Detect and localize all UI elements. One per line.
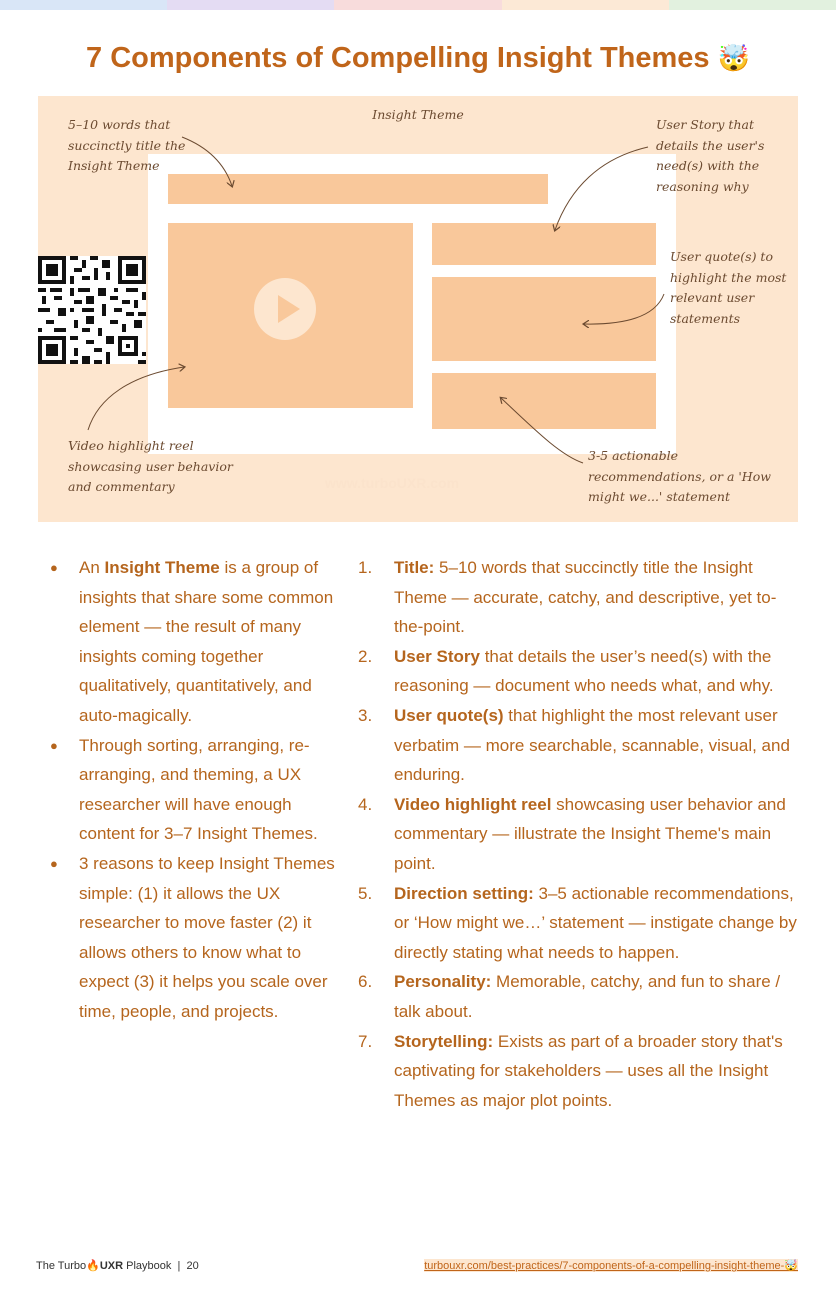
insight-theme-diagram [38, 96, 798, 522]
footer-separator: | [177, 1260, 181, 1272]
bullet-text: Through sorting, arranging, re-arranging, and theming, a UX researcher will have enough content for 3–7 Insight Themes. [79, 735, 318, 844]
component-item [358, 553, 798, 642]
footer-brand-text: Playbook [123, 1260, 172, 1272]
bullet-bold-text: Insight Theme [104, 558, 220, 577]
item-bold-label: Video highlight reel [394, 794, 552, 814]
item-bold-label: User quote(s) [394, 705, 504, 725]
item-text: 5–10 words that succinctly title the Insight Theme — accurate, catchy, and descriptive, yet to-the-point. [394, 558, 777, 637]
footer-link[interactable]: turbouxr.com/best-practices/7-components-of-a-compelling-insight-theme-🤯 [424, 1260, 798, 1272]
item-bold-label: Title: [394, 558, 435, 577]
item-number: 2. [358, 646, 373, 666]
play-icon [254, 278, 316, 340]
diagram-header-annotation: Insight Theme [372, 107, 464, 122]
item-number: 1. [358, 558, 373, 577]
component-item [358, 642, 798, 701]
item-bold-label: Storytelling: [394, 1031, 494, 1051]
title-annotation: 5–10 words that succinctly title the Insight Theme [68, 117, 186, 173]
components-list [358, 553, 798, 1115]
top-bar-segment [0, 0, 167, 10]
bullet-text: An [79, 558, 105, 577]
component-item [358, 967, 798, 1026]
video-annotation: Video highlight reel showcasing user behavior and commentary [68, 438, 233, 494]
watermark: www.turboUXR.com [325, 475, 460, 491]
user-quote-annotation: User quote(s) to highlight the most relevant user statements [670, 249, 787, 326]
bullet-dot: ● [50, 737, 58, 753]
item-text: 3–5 actionable recommendations, or ‘How might we…’ statement — instigate change by directly stating what needs to happen. [394, 883, 797, 962]
component-item [358, 701, 798, 790]
top-bar-segment [334, 0, 501, 10]
bullet-item [50, 553, 340, 731]
top-bar-segment [669, 0, 836, 10]
qr-code-icon [38, 256, 146, 364]
bullet-dot: ● [50, 855, 58, 871]
recommendations-annotation: 3-5 actionable recommendations, or a 'How might we...' statement [588, 448, 771, 504]
footer-brand-bold: UXR [99, 1260, 124, 1272]
item-number: 7. [358, 1031, 373, 1051]
top-color-bar [0, 0, 836, 10]
component-item [358, 879, 798, 968]
bullet-dot: ● [50, 560, 58, 575]
fire-icon: 🔥 [86, 1260, 100, 1272]
exploding-head-emoji: 🤯 [717, 43, 750, 73]
bullet-text: is a group of insights that share some common element — the result of many insights coming together qualitatively, quantitatively, and auto-magically. [79, 558, 334, 725]
item-number: 3. [358, 705, 373, 725]
item-number: 5. [358, 883, 373, 903]
item-text: showcasing user behavior and commentary — illustrate the Insight Theme's main point. [394, 794, 786, 873]
recommendations-placeholder-block [432, 373, 656, 429]
title-placeholder-block [168, 174, 548, 204]
item-bold-label: Personality: [394, 972, 492, 992]
component-item [358, 790, 798, 879]
footer-brand [36, 1259, 199, 1272]
item-bold-label: User Story [394, 646, 480, 666]
item-text: Memorable, catchy, and fun to share / talk about. [394, 972, 781, 1021]
bullet-text: 3 reasons to keep Insight Themes simple: (1) it allows the UX researcher to move faster (2) it allows others to know what to expect (3) it helps you scale over time, people, and projects. [79, 853, 335, 1021]
top-bar-segment [502, 0, 669, 10]
insight-theme-bullets [50, 553, 340, 1027]
item-text: that details the user’s need(s) with the reasoning — document who needs what, and why. [394, 646, 774, 696]
footer-brand-text: The Turbo [36, 1260, 87, 1272]
page-title-text: 7 Components of Compelling Insight Themes [86, 42, 710, 74]
item-bold-label: Direction setting: [394, 883, 534, 903]
page-title [0, 42, 836, 75]
top-bar-segment [167, 0, 334, 10]
bullet-item [50, 731, 340, 849]
user-quote-placeholder-block [432, 277, 656, 361]
page-number: 20 [186, 1260, 199, 1272]
item-number: 6. [358, 972, 373, 992]
bullet-item [50, 849, 340, 1027]
item-text: that highlight the most relevant user verbatim — more searchable, scannable, visual, and enduring. [394, 705, 790, 785]
item-text: Exists as part of a broader story that's captivating for stakeholders — uses all the Insight Themes as major plot points. [394, 1031, 783, 1110]
user-story-placeholder-block [432, 223, 656, 265]
user-story-annotation: User Story that details the user's need(s) with the reasoning why [656, 117, 765, 194]
item-number: 4. [358, 794, 373, 814]
component-item [358, 1027, 798, 1116]
